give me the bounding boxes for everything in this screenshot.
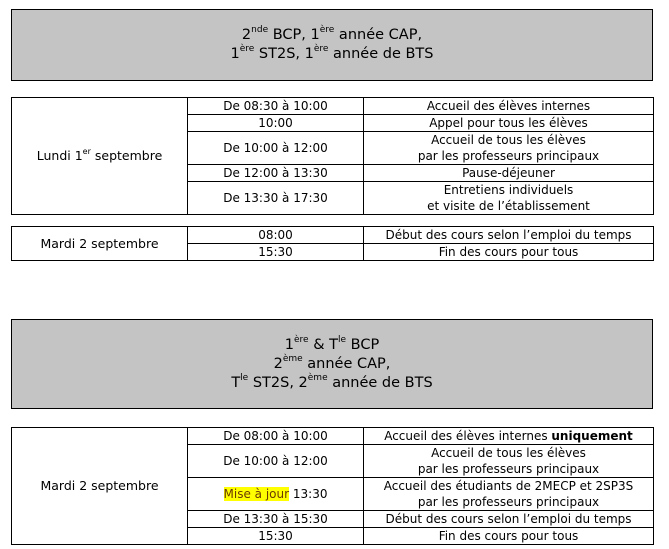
activity-cell: Accueil des élèves internes uniquement xyxy=(364,428,654,445)
activity-cell: Début des cours selon l’emploi du temps xyxy=(364,227,654,244)
time-cell: De 08:00 à 10:00 xyxy=(188,428,364,445)
activity-cell: Fin des cours pour tous xyxy=(364,244,654,261)
header-sup: ère xyxy=(239,44,255,55)
time-cell: De 13:30 à 15:30 xyxy=(188,511,364,528)
activity-cell: Appel pour tous les élèves xyxy=(364,115,654,132)
time-cell: 15:30 xyxy=(188,528,364,545)
header-line xyxy=(230,45,433,64)
header-line xyxy=(242,26,422,45)
header-text: BCP, 1 xyxy=(268,27,320,43)
table-row xyxy=(12,428,654,445)
time-cell: De 08:30 à 10:00 xyxy=(188,98,364,115)
activity-cell: Fin des cours pour tous xyxy=(364,528,654,545)
header-text: année de BTS xyxy=(328,46,434,62)
header-text: ST2S, 1 xyxy=(254,46,314,62)
activity-cell: Début des cours selon l’emploi du temps xyxy=(364,511,654,528)
header-line: 2ème année CAP, xyxy=(273,353,391,372)
schedule-table-tuesday xyxy=(11,226,654,261)
day-cell: Mardi 2 septembre xyxy=(12,227,188,261)
header-line: 1ère & $T^{le}$ BCP xyxy=(284,334,380,353)
time-cell: De 13:30 à 17:30 xyxy=(188,182,364,215)
header-text: 2 xyxy=(241,27,252,43)
header-sup: nde xyxy=(251,25,269,36)
update-highlight: Mise à jour xyxy=(223,487,290,501)
section-header-second-years xyxy=(11,319,653,409)
activity-cell: Accueil de tous les élèves par les professeurs principaux xyxy=(364,132,654,165)
activity-cell: Accueil des étudiants de 2MECP et 2SP3S par les professeurs principaux xyxy=(364,478,654,511)
section-header-first-years xyxy=(11,9,653,81)
activity-cell: Entretiens individuels et visite de l’établissement xyxy=(364,182,654,215)
time-cell: 08:00 xyxy=(188,227,364,244)
day-cell: Lundi 1er septembre xyxy=(12,98,188,215)
header-text: année CAP, xyxy=(334,27,423,43)
activity-cell: Accueil des élèves internes xyxy=(364,98,654,115)
time-cell: 10:00 xyxy=(188,115,364,132)
header-sup: ère xyxy=(313,44,329,55)
day-cell: Mardi 2 septembre xyxy=(12,428,188,545)
header-line: $T^{le}$ ST2S, 2ème année de BTS xyxy=(231,372,433,391)
time-cell: De 10:00 à 12:00 xyxy=(188,445,364,478)
activity-cell: Accueil de tous les élèves par les professeurs principaux xyxy=(364,445,654,478)
time-cell: 15:30 xyxy=(188,244,364,261)
table-row xyxy=(12,98,654,115)
schedule-table-tuesday-second xyxy=(11,427,654,545)
time-cell: Mise à jour 13:30 xyxy=(188,478,364,511)
schedule-table-monday xyxy=(11,97,654,215)
activity-cell: Pause-déjeuner xyxy=(364,165,654,182)
time-cell: De 10:00 à 12:00 xyxy=(188,132,364,165)
header-sup: ère xyxy=(319,25,335,36)
time-cell: De 12:00 à 13:30 xyxy=(188,165,364,182)
table-row xyxy=(12,227,654,244)
header-text: 1 xyxy=(230,46,240,62)
